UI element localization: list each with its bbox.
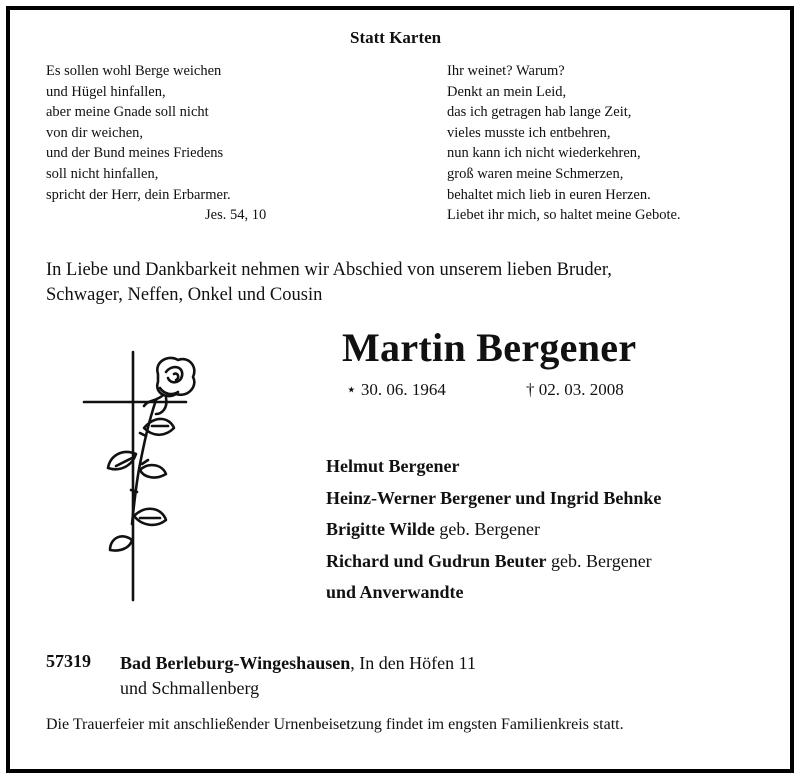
cross-with-rose-icon: [74, 344, 204, 604]
mourner-entry: [326, 514, 661, 546]
mourner-suffix: geb. Bergener: [546, 550, 652, 571]
verse-line: Es sollen wohl Berge weichen: [46, 63, 222, 79]
birth-date: ⋆ 30. 06. 1964: [346, 380, 446, 399]
verse-line: und der Bund meines Friedens: [46, 145, 224, 162]
verse-line: soll nicht hinfallen,: [46, 165, 159, 182]
poem-line: Liebet ihr mich, so haltet meine Gebote.: [447, 207, 681, 224]
funeral-info: Die Trauerfeier mit anschließender Urnenbeisetzung findet im engsten Familienkreis statt.: [46, 716, 624, 733]
poem-line: Denkt an mein Leid,: [447, 83, 567, 100]
poem-line: das ich getragen hab lange Zeit,: [447, 104, 632, 121]
poem-line: groß waren meine Schmerzen,: [447, 165, 624, 182]
mourner-suffix: geb. Bergener: [434, 519, 540, 539]
bible-verse: [46, 61, 231, 205]
mourners-list: [326, 451, 661, 609]
verse-line: aber meine Gnade soll nicht: [46, 104, 209, 121]
address-line-2: und Schmallenberg: [120, 678, 260, 698]
notice-title: Statt Karten: [350, 28, 442, 47]
poem-line: nun kann ich nicht wiederkehren,: [447, 145, 641, 162]
verse-line: von dir weichen,: [46, 124, 144, 141]
intro-line: In Liebe und Dankbarkeit nehmen wir Abschied von unserem lieben Bruder,: [46, 260, 612, 280]
poem-line: behaltet mich lieb in euren Herzen.: [447, 186, 651, 203]
death-date: † 02. 03. 2008: [526, 380, 624, 399]
verse-line: spricht der Herr, dein Erbarmer.: [46, 186, 231, 203]
mourner-name: Helmut Bergener: [326, 456, 460, 476]
poem-line: vieles musste ich entbehren,: [447, 124, 611, 141]
postal-code: 57319: [46, 651, 91, 671]
mourner-entry: [326, 451, 661, 483]
address-block: [120, 651, 476, 701]
mourner-name: Brigitte Wilde: [326, 519, 435, 539]
mourner-entry: [326, 546, 661, 578]
mourner-entry: [326, 577, 661, 609]
farewell-intro: [46, 258, 612, 308]
mourner-entry: [326, 483, 661, 515]
verse-reference: Jes. 54, 10: [205, 207, 267, 223]
address-line: [120, 651, 476, 676]
mourner-name: Richard und Gudrun Beuter: [326, 550, 547, 571]
street-name: , In den Höfen 11: [350, 653, 477, 673]
city-name: Bad Berleburg-Wingeshausen: [120, 653, 351, 673]
obituary-notice: [6, 6, 794, 773]
poem-line: Ihr weinet? Warum?: [447, 63, 565, 79]
mourner-name: und Anverwandte: [326, 582, 464, 602]
intro-line: Schwager, Neffen, Onkel und Cousin: [46, 285, 323, 305]
deceased-name: Martin Bergener: [342, 325, 637, 370]
mourner-name: Heinz-Werner Bergener und Ingrid Behnke: [326, 487, 662, 508]
poem: [447, 61, 681, 226]
verse-line: und Hügel hinfallen,: [46, 83, 166, 100]
